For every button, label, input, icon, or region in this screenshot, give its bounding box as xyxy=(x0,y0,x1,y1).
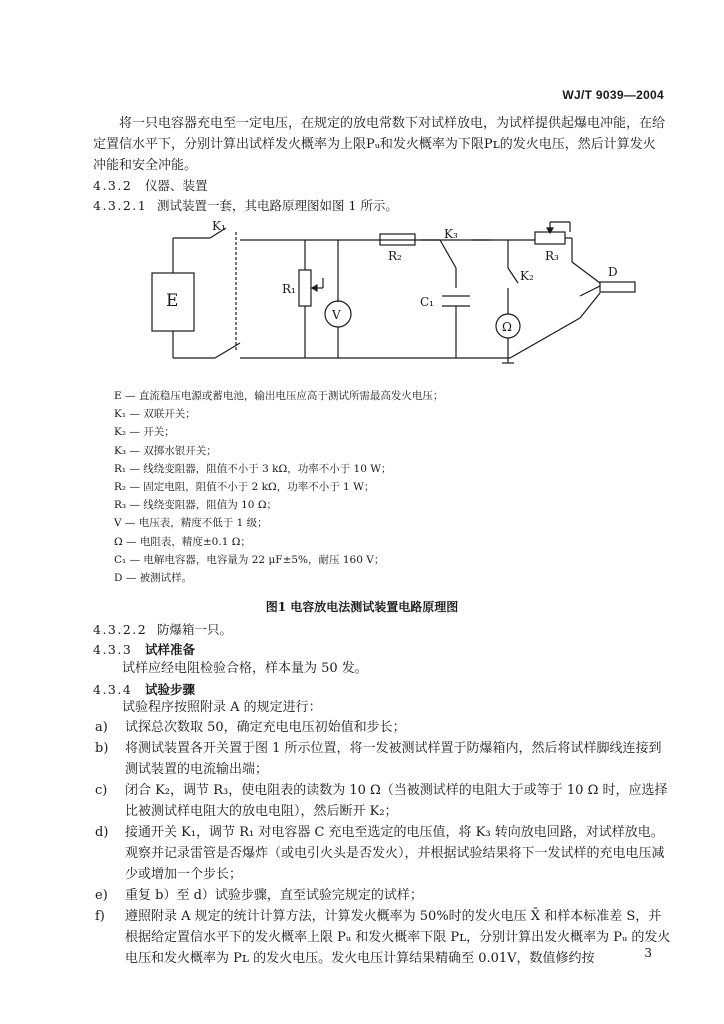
section-title: 仪器、装置 xyxy=(144,178,208,193)
list-item xyxy=(93,906,673,969)
section-4-3-2-2 xyxy=(93,620,232,638)
item-text: 闭合 K₂，调节 R₃，使电阻表的读数为 10 Ω（当被测试样的电阻大于或等于 10 Ω 时，应选择比被测试样电阻大的放电电阻），然后断开 K₂； xyxy=(125,783,668,819)
legend-item: C₁ — 电解电容器，电容量为 22 μF±5%，耐压 160 V； xyxy=(114,553,385,566)
label-k2: K₂ xyxy=(520,269,534,283)
label-r1: R₁ xyxy=(282,282,296,296)
switch-k3 xyxy=(440,240,456,268)
item-text: 接通开关 K₁，调节 R₁ 对电容器 C 充电至选定的电压值，将 K₃ 转向放电回路，对试样放电。观察并记录雷管是否爆炸（或电引火头是否发火），并根据试验结果将下一发试样的充电电压减少或增加一个步长； xyxy=(125,825,665,882)
item-label: e) xyxy=(95,888,108,903)
label-k3: K₃ xyxy=(444,227,458,241)
label-k1: K₁ xyxy=(212,219,226,233)
section-text: 防爆箱一只。 xyxy=(156,622,232,637)
list-item xyxy=(93,717,673,738)
section-number: 4.3.3 xyxy=(93,642,133,657)
circuit-diagram xyxy=(140,218,640,373)
switch-k1-lower xyxy=(215,343,240,358)
list-item xyxy=(93,738,673,780)
diagram-legend xyxy=(114,387,443,587)
section-number: 4.3.4 xyxy=(93,682,133,697)
section-4-3-4-heading xyxy=(93,680,195,698)
item-text: 遵照附录 A 规定的统计计算方法，计算发火概率为 50%时的发火电压 X̄ 和样本标准差 S，并根据给定置信水平下的发火概率上限 Pᵤ 和发火概率下限 Pʟ，分别计算出发火概率为 Pᵤ 的发火电压和发火概率为 Pʟ 的发火电压。发火电压计算结果精确至 0.01V，数值修约按 xyxy=(125,909,671,966)
list-item xyxy=(93,780,673,822)
section-number: 4.3.2.1 xyxy=(93,198,148,213)
item-text: 重复 b）至 d）试验步骤，直至试验完规定的试样； xyxy=(125,888,423,903)
resistor-r1 xyxy=(299,270,311,306)
page-number: 3 xyxy=(644,946,652,960)
test-sample-d xyxy=(600,282,635,292)
label-r2: R₂ xyxy=(388,249,402,263)
label-omega: Ω xyxy=(502,320,512,334)
section-4-3-3-heading xyxy=(93,640,195,658)
legend-item: K₂ — 开关； xyxy=(114,426,175,439)
label-r3: R₃ xyxy=(545,249,559,263)
section-text: 测试装置一套，其电路原理图如图 1 所示。 xyxy=(156,198,398,213)
legend-item: R₁ — 线绕变阻器，阻值不小于 3 kΩ，功率不小于 10 W； xyxy=(114,462,392,475)
intro-paragraph: 将一只电容器充电至一定电压，在规定的放电常数下对试样放电，为试样提供起爆电冲能，在给定置信水平下，分别计算出试样发火概率为上限Pᵤ和发火概率为下限Pʟ的发火电压，然后计算发火冲能和安全冲能。 xyxy=(93,116,666,173)
label-c1: C₁ xyxy=(420,295,434,309)
section-4-3-2-1 xyxy=(93,196,398,214)
section-number: 4.3.2 xyxy=(93,178,133,193)
item-label: b) xyxy=(95,741,109,756)
item-label: d) xyxy=(95,825,109,840)
section-4-3-2-heading xyxy=(93,176,208,194)
section-title: 试验步骤 xyxy=(144,682,195,697)
item-text: 试探总次数取 50，确定充电电压初始值和步长； xyxy=(125,720,406,735)
label-d: D xyxy=(608,265,618,279)
legend-item: K₃ — 双掷水银开关； xyxy=(114,444,217,457)
item-label: f) xyxy=(95,909,105,924)
legend-item: E — 直流稳压电源或蓄电池，输出电压应高于测试所需最高发火电压； xyxy=(114,390,444,402)
list-item xyxy=(93,885,673,906)
item-label: a) xyxy=(95,720,108,735)
legend-item: V — 电压表，精度不低于 1 级； xyxy=(114,517,268,530)
list-item xyxy=(93,822,673,885)
label-v: V xyxy=(332,308,341,322)
steps-list xyxy=(93,717,673,969)
switch-k2 xyxy=(508,268,518,283)
legend-item: R₃ — 线绕变阻器，阻值为 10 Ω； xyxy=(114,499,278,512)
standard-code-header: WJ/T 9039—2004 xyxy=(562,88,664,102)
legend-item: R₂ — 固定电阻，阻值不小于 2 kΩ，功率不小于 1 W； xyxy=(114,481,375,494)
section-4-3-3-text: 试样应经电阻检验合格，样本量为 50 发。 xyxy=(122,661,368,676)
section-4-3-4-text: 试验程序按照附录 A 的规定进行： xyxy=(122,700,322,715)
section-title: 试样准备 xyxy=(144,642,195,657)
legend-item: K₁ — 双联开关； xyxy=(114,408,196,421)
item-label: c) xyxy=(95,783,108,798)
item-text: 将测试装置各开关置于图 1 所示位置，将一发被测试样置于防爆箱内，然后将试样脚线连接到测试装置的电流输出端； xyxy=(125,741,662,777)
legend-item: Ω — 电阻表，精度±0.1 Ω； xyxy=(114,535,251,548)
section-number: 4.3.2.2 xyxy=(93,622,148,637)
legend-item: D — 被测试样。 xyxy=(114,572,193,585)
label-e: E xyxy=(166,291,179,311)
figure-caption: 图1 电容放电法测试装置电路原理图 xyxy=(265,600,459,614)
